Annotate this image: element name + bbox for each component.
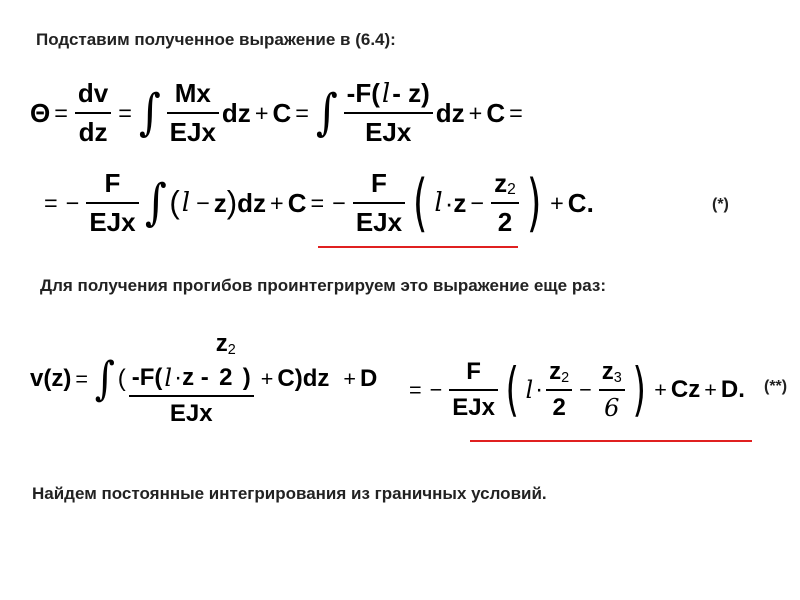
fraction-f-l-z bbox=[344, 78, 433, 148]
denominator: 6 bbox=[604, 394, 620, 422]
denominator: EJx bbox=[355, 207, 403, 237]
equals-sign: = bbox=[44, 189, 58, 216]
minus-sign: − bbox=[579, 377, 592, 402]
plus-sign: + bbox=[550, 189, 564, 216]
term-cz: Cz bbox=[670, 376, 701, 403]
plus-sign: + bbox=[654, 377, 667, 402]
equals-sign: = bbox=[295, 99, 309, 126]
minus-z: - z) bbox=[392, 78, 430, 108]
variable-z: z bbox=[213, 187, 227, 218]
equation-label-double-star: (**) bbox=[764, 378, 788, 395]
left-paren: ( bbox=[117, 365, 126, 392]
denominator: 2 bbox=[219, 364, 233, 391]
numerator: F bbox=[104, 168, 121, 198]
denominator: 2 bbox=[552, 394, 566, 421]
z-minus: z - bbox=[182, 364, 209, 391]
minus-sign: − bbox=[65, 189, 80, 216]
equation-label-star: (*) bbox=[712, 196, 729, 213]
equation-deflection-result bbox=[405, 358, 745, 422]
equation-theta bbox=[30, 78, 527, 148]
red-underline-1 bbox=[318, 246, 518, 248]
numerator: Mx bbox=[174, 78, 211, 108]
integral-sign: ∫ bbox=[315, 83, 338, 142]
big-left-paren: ( bbox=[505, 356, 519, 424]
denominator: EJx bbox=[452, 394, 495, 421]
close-paren: ) bbox=[242, 364, 251, 391]
denominator: 2 bbox=[497, 207, 513, 237]
fraction-f-ejx bbox=[86, 168, 138, 238]
constant-d-end: D. bbox=[720, 376, 745, 403]
integral-sign: ∫ bbox=[144, 173, 167, 232]
fraction-z2-2 bbox=[213, 330, 239, 392]
constant-c: C bbox=[486, 97, 506, 128]
fraction-f-ejx bbox=[449, 358, 498, 422]
fraction-dv-dz bbox=[75, 78, 111, 148]
variable-z: z bbox=[494, 168, 508, 198]
numerator bbox=[546, 358, 572, 389]
constant-c: C bbox=[272, 97, 292, 128]
denominator: EJx bbox=[89, 207, 136, 237]
integrate-again-text: Для получения прогибов проинтегрируем это выражение еще раз: bbox=[40, 276, 606, 295]
theta-symbol: Θ bbox=[30, 97, 51, 128]
equals-sign: = bbox=[509, 99, 523, 126]
left-paren: ( bbox=[169, 185, 180, 220]
neg-f: -F( bbox=[346, 78, 380, 108]
length-l: l bbox=[434, 188, 443, 218]
numerator: F bbox=[371, 168, 387, 198]
variable-z: z bbox=[453, 187, 467, 218]
fraction-mx-ejx bbox=[167, 78, 219, 148]
plus-sign: + bbox=[343, 366, 356, 391]
numerator bbox=[344, 78, 433, 112]
exponent: 3 bbox=[613, 370, 622, 386]
numerator: dv bbox=[77, 78, 109, 108]
exponent: 2 bbox=[227, 342, 236, 358]
neg-f: -F( bbox=[131, 364, 163, 391]
big-left-paren: ( bbox=[412, 165, 428, 239]
length-l: l bbox=[525, 376, 534, 404]
equation-deflection bbox=[30, 330, 377, 428]
differential-dz: dz bbox=[435, 97, 465, 128]
equals-sign: = bbox=[310, 189, 325, 216]
dot-operator: · bbox=[444, 187, 454, 218]
fraction-z2-2 bbox=[546, 358, 572, 422]
exponent: 2 bbox=[507, 181, 516, 198]
denominator: EJx bbox=[169, 400, 213, 427]
numerator: F bbox=[466, 358, 481, 385]
fraction-integrand bbox=[129, 330, 254, 428]
plus-sign: + bbox=[468, 99, 483, 126]
dot-operator: · bbox=[174, 364, 183, 391]
minus-sign: − bbox=[429, 377, 443, 402]
minus-sign: − bbox=[196, 189, 210, 216]
equals-sign: = bbox=[54, 99, 68, 126]
denominator: dz bbox=[78, 117, 108, 147]
big-right-paren: ) bbox=[632, 356, 646, 424]
numerator bbox=[491, 168, 519, 202]
differential-dz: dz bbox=[237, 187, 267, 218]
equals-sign: = bbox=[409, 377, 422, 402]
red-underline-2 bbox=[470, 440, 752, 442]
fraction-f-ejx bbox=[353, 168, 405, 238]
differential-dz: dz bbox=[221, 97, 251, 128]
plus-sign: + bbox=[260, 366, 274, 391]
denominator: EJx bbox=[365, 117, 412, 147]
minus-sign: − bbox=[332, 189, 346, 216]
variable-z: z bbox=[215, 330, 228, 357]
fraction-z2-2 bbox=[491, 168, 519, 238]
deflection-vz: v(z) bbox=[30, 365, 72, 392]
boundary-conditions-text: Найдем постоянные интегрирования из граничных условий. bbox=[32, 484, 547, 503]
dot-operator: · bbox=[535, 376, 544, 403]
big-right-paren: ) bbox=[526, 165, 542, 239]
c-dz: C)dz bbox=[277, 365, 330, 392]
equation-theta-expanded bbox=[40, 165, 594, 239]
variable-z: z bbox=[549, 358, 562, 385]
length-l: l bbox=[181, 188, 191, 218]
constant-d: D bbox=[360, 365, 378, 392]
denominator: EJx bbox=[169, 117, 216, 147]
minus-sign: − bbox=[470, 189, 485, 216]
length-l: l bbox=[164, 364, 173, 392]
length-l: l bbox=[381, 79, 391, 109]
integral-sign: ∫ bbox=[138, 83, 161, 142]
right-paren: ) bbox=[226, 185, 238, 220]
numerator bbox=[213, 330, 239, 361]
equals-sign: = bbox=[75, 366, 88, 391]
numerator bbox=[599, 358, 625, 389]
equals-sign: = bbox=[118, 99, 132, 126]
fraction-z3-6 bbox=[599, 358, 625, 422]
integral-sign: ∫ bbox=[94, 352, 115, 406]
plus-sign: + bbox=[704, 377, 717, 402]
plus-sign: + bbox=[270, 189, 284, 216]
numerator bbox=[129, 330, 254, 395]
constant-c-end: C. bbox=[567, 187, 594, 218]
intro-text: Подставим полученное выражение в (6.4): bbox=[36, 30, 396, 49]
constant-c: C bbox=[287, 187, 307, 218]
plus-sign: + bbox=[254, 99, 269, 126]
variable-z: z bbox=[601, 358, 614, 385]
exponent: 2 bbox=[561, 370, 570, 386]
